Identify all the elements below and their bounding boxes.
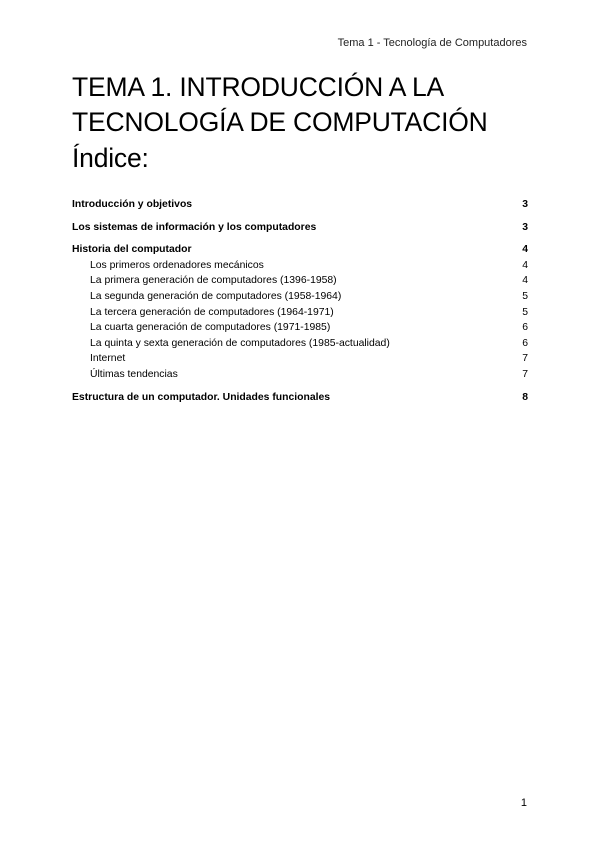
index-heading: Índice: — [72, 143, 149, 173]
toc-entry-label: Historia del computador — [72, 244, 192, 256]
toc-entry-page: 4 — [522, 244, 528, 256]
toc-subentry-label: Los primeros ordenadores mecánicos — [90, 259, 264, 271]
toc-subentry-label: Internet — [90, 353, 126, 365]
toc-subentry-page: 5 — [522, 290, 528, 302]
toc-subentry-label: La cuarta generación de computadores (1971-1985) — [90, 322, 331, 334]
toc-subentry-label: La quinta y sexta generación de computadores (1985-actualidad) — [90, 337, 390, 349]
toc-subentry-page: 7 — [522, 353, 528, 365]
running-header: Tema 1 - Tecnología de Computadores — [337, 37, 527, 49]
title-block — [72, 70, 542, 176]
toc-subentry[interactable] — [72, 367, 528, 383]
toc-subentry-page: 6 — [522, 337, 528, 349]
toc-subentry[interactable] — [72, 351, 528, 367]
page-number: 1 — [520, 797, 527, 809]
toc-subentry[interactable] — [72, 258, 528, 274]
table-of-contents — [72, 197, 528, 405]
toc-subentry-page: 4 — [522, 275, 528, 287]
toc-entry[interactable] — [72, 197, 528, 213]
toc-subentry[interactable] — [72, 320, 528, 336]
toc-subentry-page: 4 — [522, 259, 528, 271]
toc-entry-page: 3 — [522, 199, 528, 210]
toc-entry-label: Los sistemas de información y los computadores — [72, 221, 317, 233]
toc-entry-label: Estructura de un computador. Unidades funcionales — [72, 391, 331, 403]
toc-subentry[interactable] — [72, 336, 528, 352]
toc-entry[interactable] — [72, 242, 528, 258]
toc-entry-page: 3 — [522, 221, 528, 233]
toc-subentry-page: 5 — [522, 306, 528, 318]
toc-entry-label: Introducción y objetivos — [72, 199, 193, 210]
toc-subentry[interactable] — [72, 305, 528, 321]
toc-subentry-label: Últimas tendencias — [90, 368, 178, 380]
toc-subentry-label: La primera generación de computadores (1396-1958) — [90, 275, 337, 287]
toc-subentry-page: 6 — [522, 322, 528, 334]
toc-entry[interactable] — [72, 220, 528, 236]
document-title-line-2: TECNOLOGÍA DE COMPUTACIÓN — [72, 107, 488, 137]
toc-subentry[interactable] — [72, 273, 528, 289]
document-title-line-1: TEMA 1. INTRODUCCIÓN A LA — [72, 72, 444, 102]
toc-subentry-label: La segunda generación de computadores (1958-1964) — [90, 290, 342, 302]
toc-subentry[interactable] — [72, 289, 528, 305]
toc-subentry-page: 7 — [522, 368, 528, 380]
toc-entry[interactable] — [72, 390, 528, 406]
toc-entry-page: 8 — [522, 391, 528, 403]
document-title — [72, 70, 542, 140]
toc-subentry-label: La tercera generación de computadores (1964-1971) — [90, 306, 334, 318]
